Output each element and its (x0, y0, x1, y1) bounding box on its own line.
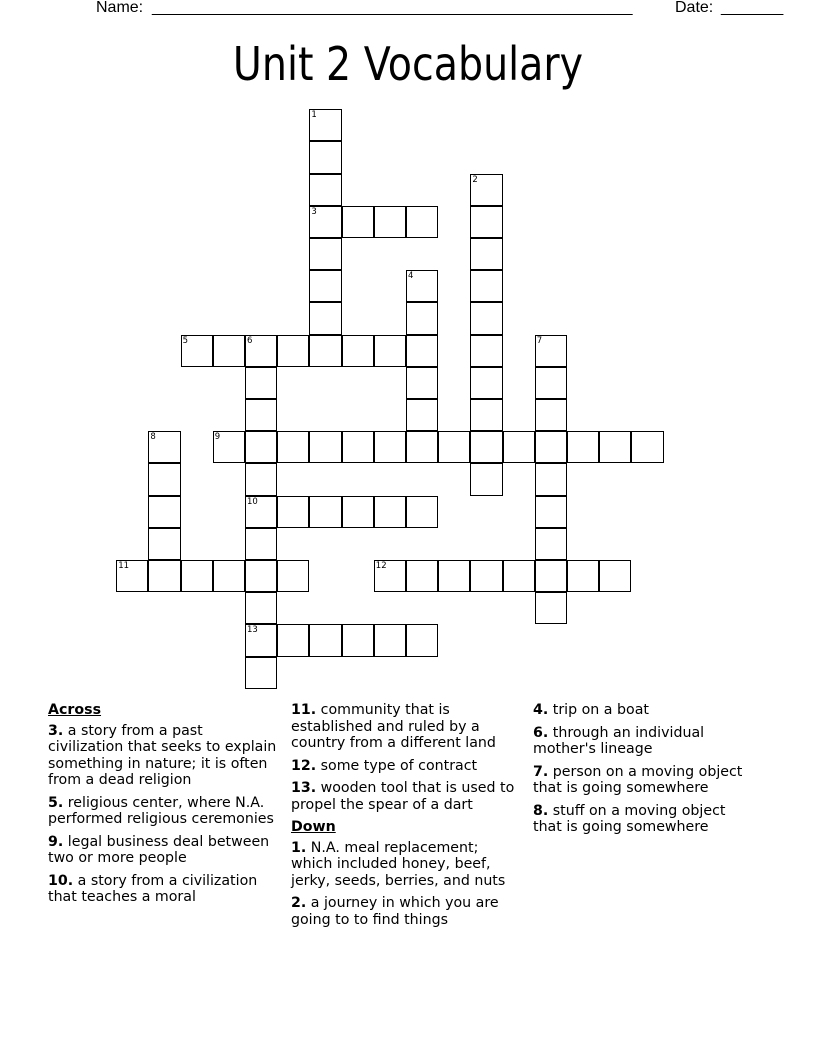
clue-across-5 (48, 795, 280, 828)
crossword-cell[interactable] (567, 431, 599, 463)
crossword-cell[interactable] (374, 431, 406, 463)
crossword-cell[interactable] (374, 496, 406, 528)
clue-number-label: 7 (536, 335, 543, 346)
crossword-cell[interactable] (470, 238, 502, 270)
clue-down-7 (533, 764, 755, 797)
clue-number-label: 5 (182, 335, 189, 346)
crossword-cell[interactable] (470, 335, 502, 367)
clues-column-1 (48, 702, 280, 912)
crossword-cell[interactable] (116, 560, 148, 592)
down-heading: Down (291, 819, 336, 835)
crossword-cell[interactable] (277, 335, 309, 367)
crossword-cell[interactable] (535, 560, 567, 592)
crossword-cell[interactable] (309, 238, 341, 270)
crossword-cell[interactable] (245, 657, 277, 689)
clue-number-label: 2 (472, 174, 478, 185)
clue-number: 9. (48, 833, 64, 850)
clue-text: a story from a civilization that teaches a moral (48, 872, 258, 905)
clue-number: 6. (533, 724, 549, 741)
crossword-cell[interactable] (470, 431, 502, 463)
crossword-cell[interactable] (245, 335, 277, 367)
crossword-cell[interactable] (406, 399, 438, 431)
crossword-cell[interactable] (470, 399, 502, 431)
crossword-cell[interactable] (438, 431, 470, 463)
crossword-cell[interactable] (406, 367, 438, 399)
name-field[interactable]: ______________________________________________________ (152, 0, 633, 16)
clue-across-13 (291, 780, 523, 813)
crossword-cell[interactable] (535, 367, 567, 399)
crossword-cell[interactable] (277, 624, 309, 656)
crossword-cell[interactable] (470, 206, 502, 238)
crossword-cell[interactable] (503, 431, 535, 463)
crossword-cell[interactable] (277, 560, 309, 592)
clue-number: 12. (291, 757, 317, 774)
crossword-cell[interactable] (309, 335, 341, 367)
clue-down-8 (533, 803, 755, 836)
crossword-cell[interactable] (374, 560, 406, 592)
crossword-cell[interactable] (309, 431, 341, 463)
crossword-cell[interactable] (213, 431, 245, 463)
crossword-cell[interactable] (438, 560, 470, 592)
clue-text: some type of contract (316, 757, 478, 774)
crossword-cell[interactable] (181, 560, 213, 592)
crossword-cell[interactable] (342, 496, 374, 528)
crossword-cell[interactable] (567, 560, 599, 592)
crossword-cell[interactable] (245, 431, 277, 463)
crossword-cell[interactable] (309, 624, 341, 656)
across-heading: Across (48, 702, 102, 718)
clue-number-label: 6 (247, 335, 253, 346)
crossword-cell[interactable] (374, 335, 406, 367)
clue-number-label: 11 (118, 561, 130, 571)
crossword-cell[interactable] (503, 560, 535, 592)
crossword-cell[interactable] (599, 560, 631, 592)
clue-number: 11. (291, 702, 317, 718)
clue-down-1 (291, 840, 523, 890)
clue-number: 4. (533, 702, 549, 718)
crossword-cell[interactable] (406, 560, 438, 592)
crossword-cell[interactable] (148, 463, 180, 495)
clue-number: 3. (48, 722, 64, 739)
crossword-cell[interactable] (309, 270, 341, 302)
clues-column-3 (533, 702, 755, 842)
clue-number-label: 4 (408, 271, 414, 282)
crossword-cell[interactable] (277, 496, 309, 528)
crossword-cell[interactable] (277, 431, 309, 463)
clues-column-2 (291, 702, 523, 934)
crossword-cell[interactable] (535, 399, 567, 431)
clue-number-label: 13 (247, 625, 258, 636)
crossword-cell[interactable] (535, 592, 567, 624)
crossword-cell[interactable] (406, 624, 438, 656)
clue-text: person on a moving object that is going somewhere (533, 763, 743, 796)
clue-across-9 (48, 834, 280, 867)
crossword-cell[interactable] (181, 335, 213, 367)
clue-number-label: 12 (375, 561, 387, 571)
clue-text: a journey in which you are going to to find things (291, 895, 499, 928)
crossword-cell[interactable] (470, 367, 502, 399)
crossword-cell[interactable] (535, 335, 567, 367)
clue-text: through an individual mother's lineage (533, 724, 705, 757)
crossword-cell[interactable] (406, 270, 438, 302)
crossword-cell[interactable] (406, 302, 438, 334)
clue-number-label: 10 (247, 496, 258, 507)
clue-across-12 (291, 758, 523, 775)
crossword-cell[interactable] (148, 528, 180, 560)
crossword-cell[interactable] (342, 206, 374, 238)
clue-text: legal business deal between two or more people (48, 833, 270, 866)
crossword-cell[interactable] (309, 174, 341, 206)
crossword-cell[interactable] (470, 270, 502, 302)
crossword-cell[interactable] (245, 528, 277, 560)
clue-across-11 (291, 702, 523, 752)
crossword-cell[interactable] (535, 496, 567, 528)
clue-down-6 (533, 725, 755, 758)
clue-text: stuff on a moving object that is going somewhere (533, 802, 726, 835)
crossword-cell[interactable] (535, 463, 567, 495)
clue-down-2 (291, 895, 523, 928)
clue-number-label: 3 (311, 206, 317, 217)
crossword-cell[interactable] (342, 431, 374, 463)
crossword-cell[interactable] (470, 560, 502, 592)
crossword-cell[interactable] (213, 560, 245, 592)
crossword-cell[interactable] (213, 335, 245, 367)
date-label: Date: (675, 0, 714, 16)
crossword-cell[interactable] (470, 302, 502, 334)
clue-text: community that is established and ruled by a country from a different land (291, 702, 496, 751)
crossword-cell[interactable] (374, 206, 406, 238)
clue-across-3 (48, 723, 280, 789)
crossword-cell[interactable] (535, 431, 567, 463)
clue-number-label: 9 (214, 432, 221, 443)
clue-number: 5. (48, 794, 64, 811)
crossword-cell[interactable] (148, 496, 180, 528)
clue-number: 1. (291, 839, 307, 856)
crossword-cell[interactable] (309, 109, 341, 141)
crossword-cell[interactable] (245, 592, 277, 624)
clue-text: religious center, where N.A. performed religious ceremonies (48, 794, 274, 827)
crossword-cell[interactable] (374, 624, 406, 656)
crossword-cell[interactable] (309, 302, 341, 334)
crossword-cell[interactable] (245, 624, 277, 656)
clue-text: N.A. meal replacement; which included honey, beef, jerky, seeds, berries, and nuts (291, 839, 506, 889)
name-label: Name: (96, 0, 144, 16)
clue-across-10 (48, 873, 280, 906)
crossword-cell[interactable] (148, 560, 180, 592)
clue-text: a story from a past civilization that seeks to explain something in nature; it is often from a dead religion (48, 722, 277, 788)
clue-number: 10. (48, 872, 74, 889)
clue-number: 8. (533, 802, 549, 819)
crossword-cell[interactable] (470, 463, 502, 495)
crossword-cell[interactable] (342, 335, 374, 367)
crossword-cell[interactable] (245, 367, 277, 399)
clue-text: wooden tool that is used to propel the spear of a dart (291, 780, 515, 813)
crossword-cell[interactable] (470, 174, 502, 206)
crossword-cell[interactable] (406, 335, 438, 367)
clue-number-label: 8 (150, 432, 156, 443)
crossword-cell[interactable] (245, 560, 277, 592)
clue-number-label: 1 (311, 110, 317, 121)
crossword-cell[interactable] (535, 528, 567, 560)
crossword-cell[interactable] (245, 399, 277, 431)
crossword-cell[interactable] (342, 624, 374, 656)
crossword-cell[interactable] (245, 463, 277, 495)
clue-text: trip on a boat (548, 702, 649, 718)
clue-number: 7. (533, 763, 549, 780)
crossword-cell[interactable] (245, 496, 277, 528)
crossword-cell[interactable] (406, 431, 438, 463)
date-field[interactable]: _______ (721, 0, 784, 16)
crossword-cell[interactable] (631, 431, 663, 463)
crossword-cell[interactable] (309, 206, 341, 238)
clue-down-4 (533, 702, 755, 719)
clue-number: 2. (291, 895, 307, 911)
crossword-cell[interactable] (406, 496, 438, 528)
page-title: Unit 2 Vocabulary (232, 37, 584, 91)
crossword-cell[interactable] (599, 431, 631, 463)
crossword-cell[interactable] (148, 431, 180, 463)
crossword-cell[interactable] (406, 206, 438, 238)
clue-number: 13. (291, 780, 317, 796)
crossword-cell[interactable] (309, 141, 341, 173)
crossword-cell[interactable] (309, 496, 341, 528)
